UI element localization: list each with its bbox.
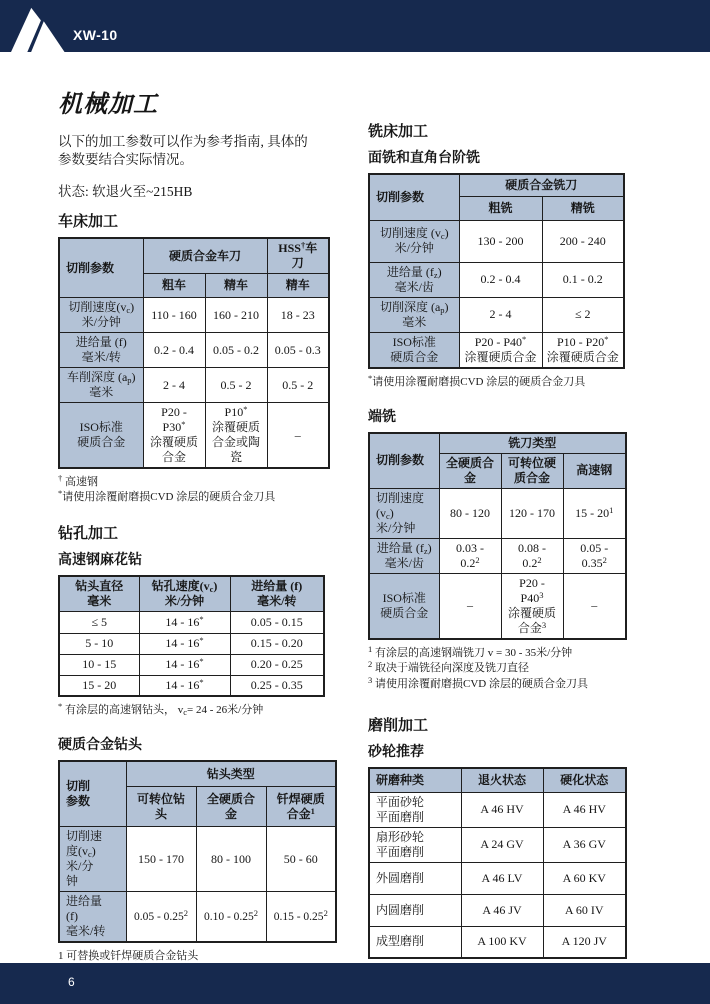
- row-label: 进给量 (f) 毫米/转: [59, 333, 143, 368]
- end-milling-table: [368, 432, 627, 640]
- table-row: [369, 262, 624, 297]
- table-row: [59, 654, 324, 675]
- table-cell: ≤ 2: [542, 297, 624, 332]
- table-cell: $15 - 20^1$: [563, 488, 626, 538]
- column-header: 精车: [205, 274, 267, 298]
- table-row: [369, 792, 626, 827]
- column-header: 退火状态: [461, 768, 543, 792]
- table-cell: 120 - 170: [501, 488, 563, 538]
- table-row: [59, 611, 324, 633]
- table-row: [59, 892, 336, 943]
- table-cell: 0.05 - 0.3: [267, 333, 329, 368]
- turning-table: [58, 237, 330, 469]
- column-group-header: 铣刀类型: [439, 433, 626, 454]
- table-row: [59, 333, 329, 368]
- table-cell: A 46 JV: [461, 894, 543, 926]
- footnote: *请使用涂覆耐磨损CVD 涂层的硬质合金刀具: [368, 372, 586, 388]
- table-cell: 0.15 - 0.25$^2$: [266, 892, 336, 943]
- column-header: 全硬质合 金: [439, 453, 501, 488]
- table-cell: 0.05 - 0.25$^2$: [126, 892, 196, 943]
- subsection-heading-end-milling: 端铣: [368, 409, 396, 425]
- table-cell: 110 - 160: [143, 298, 205, 333]
- table-row: [369, 297, 624, 332]
- table-cell: 18 - 23: [267, 298, 329, 333]
- row-label: ISO标准 硬质合金: [369, 332, 459, 368]
- row-label: 进给量 $(f_z)$ 毫米/齿: [369, 262, 459, 297]
- footnote: [58, 475, 344, 506]
- column-header: 研磨种类: [369, 768, 461, 792]
- table-cell: 0.05 - 0.15: [230, 611, 324, 633]
- table-cell: A 60 KV: [543, 862, 626, 894]
- page-footer-bar: [0, 963, 710, 1004]
- table-cell: A 100 KV: [461, 926, 543, 958]
- table-cell: 14 - 16*: [139, 611, 230, 633]
- subsection-heading-face-milling: 面铣和直角台阶铣: [368, 151, 480, 166]
- table-cell: 0.20 - 0.25: [230, 654, 324, 675]
- footnote-text: $^3$ 请使用涂覆耐磨损CVD 涂层的硬质合金刀具: [368, 674, 588, 690]
- row-label: ISO标准 硬质合金: [369, 573, 439, 639]
- face-milling-table: [368, 173, 625, 369]
- table-cell: 0.03 - $0.2^2$: [439, 538, 501, 573]
- table-cell: A 46 HV: [461, 792, 543, 827]
- column-group-header: HSS†车 刀: [267, 238, 329, 274]
- condition-note: 状态: 软退火至~215HB: [58, 184, 193, 200]
- table-cell: 50 - 60: [266, 827, 336, 892]
- table-cell: 0.10 - 0.25$^2$: [196, 892, 266, 943]
- table-row: [369, 926, 626, 958]
- row-label: ISO标准 硬质合金: [59, 403, 143, 469]
- column-header: 切削 参数: [59, 761, 126, 827]
- footnote-text: 1 可替换或钎焊硬质合金钻头: [58, 950, 199, 963]
- table-cell: A 46 HV: [543, 792, 626, 827]
- column-header: 切削参数: [369, 174, 459, 220]
- subsection-heading-wheel: 砂轮推荐: [368, 745, 424, 761]
- table-cell: 80 - 120: [439, 488, 501, 538]
- column-header: 钻孔速度$(v_c)$ 米/分钟: [139, 576, 230, 612]
- column-group-header: 硬质合金车刀: [143, 238, 267, 274]
- row-label: 切削速 度$(v_c)$ 米/分 钟: [59, 827, 126, 892]
- section-heading-grinding: 磨削加工: [368, 717, 429, 735]
- row-label: 切削速度$(v_c)$ 米/分钟: [59, 298, 143, 333]
- table-row: [59, 368, 329, 403]
- column-header: 切削参数: [369, 433, 439, 489]
- table-cell: –: [267, 403, 329, 469]
- row-label: 平面砂轮 平面磨削: [369, 792, 461, 827]
- table-cell: 2 - 4: [459, 297, 542, 332]
- section-heading-turning: 车床加工: [58, 213, 119, 231]
- column-header: 可转位钻 头: [126, 787, 196, 827]
- row-label: 扇形砂轮 平面磨削: [369, 827, 461, 862]
- table-row: [59, 675, 324, 696]
- row-label: 切削速度 $(v_c)$ 米/分钟: [369, 220, 459, 262]
- column-header: 粗铣: [459, 196, 542, 220]
- row-label: 车削深度 $(a_p)$ 毫米: [59, 368, 143, 403]
- table-cell: 0.5 - 2: [267, 368, 329, 403]
- column-header: 可转位硬 质合金: [501, 453, 563, 488]
- row-label: 切削深度 $(a_p)$ 毫米: [369, 297, 459, 332]
- table-cell: 0.1 - 0.2: [542, 262, 624, 297]
- table-row: [59, 633, 324, 654]
- table-cell: 0.25 - 0.35: [230, 675, 324, 696]
- column-group-header: 硬质合金铣刀: [459, 174, 624, 196]
- footnote-text: † 高速钢: [58, 473, 98, 489]
- table-cell: A 60 IV: [543, 894, 626, 926]
- row-label: 进给量 $(f_z)$ 毫米/齿: [369, 538, 439, 573]
- table-cell: –: [563, 573, 626, 639]
- column-header: 切削参数: [59, 238, 143, 298]
- product-name: XW-10: [73, 27, 118, 43]
- table-cell: 200 - 240: [542, 220, 624, 262]
- table-row: [59, 403, 329, 469]
- subsection-heading-carbide-drill: 硬质合金钻头: [58, 737, 142, 753]
- row-label: 切削速度 $(v_c)$ 米/分钟: [369, 488, 439, 538]
- row-label: 成型磨削: [369, 926, 461, 958]
- table-cell: 0.15 - 0.20: [230, 633, 324, 654]
- column-header: 精车: [267, 274, 329, 298]
- column-header: 高速钢: [563, 453, 626, 488]
- table-row: [369, 827, 626, 862]
- table-row: [369, 332, 624, 368]
- table-cell: 14 - 16*: [139, 633, 230, 654]
- footnote: * 有涂层的高速钢钻头， $v_c= 24 - 26$米/分钟: [58, 701, 264, 718]
- table-cell: 0.05 - 0.2: [205, 333, 267, 368]
- table-row: [59, 827, 336, 892]
- table-row: [369, 573, 626, 639]
- table-cell: 0.5 - 2: [205, 368, 267, 403]
- table-cell: 15 - 20: [59, 675, 139, 696]
- table-cell: A 36 GV: [543, 827, 626, 862]
- page-header-bar: [0, 0, 710, 52]
- page-title: 机械加工: [58, 92, 158, 118]
- table-cell: P20 - $P40^3$ 涂覆硬质 合金$^3$: [501, 573, 563, 639]
- table-row: [369, 488, 626, 538]
- table-cell: 0.05 - 0.35$^2$: [563, 538, 626, 573]
- grinding-table: [368, 767, 627, 959]
- column-header: 进给量 (f) 毫米/转: [230, 576, 324, 612]
- table-row: [369, 862, 626, 894]
- row-label: 外圆磨削: [369, 862, 461, 894]
- carbide-drill-table: [58, 760, 337, 944]
- table-cell: 14 - 16*: [139, 654, 230, 675]
- column-header: 粗车: [143, 274, 205, 298]
- column-header: 全硬质合 金: [196, 787, 266, 827]
- table-cell: –: [439, 573, 501, 639]
- mountain-logo-icon: [9, 4, 67, 54]
- footnote-text: *请使用涂覆耐磨损CVD 涂层的硬质合金刀具: [58, 488, 276, 504]
- table-cell: P10 - P20* 涂覆硬质合金: [542, 332, 624, 368]
- table-cell: 130 - 200: [459, 220, 542, 262]
- table-row: [369, 220, 624, 262]
- table-cell: P10* 涂覆硬质合金或陶瓷: [205, 403, 267, 469]
- intro-paragraph: 以下的加工参数可以作为参考指南, 具体的 参数要结合实际情况。: [58, 134, 308, 167]
- table-row: [59, 298, 329, 333]
- table-cell: 80 - 100: [196, 827, 266, 892]
- table-cell: A 46 LV: [461, 862, 543, 894]
- table-cell: A 120 JV: [543, 926, 626, 958]
- footnote-text: $^2$ 取决于端铣径向深度及铣刀直径: [368, 659, 529, 675]
- column-header: 硬化状态: [543, 768, 626, 792]
- column-header: 精铣: [542, 196, 624, 220]
- table-cell: 0.2 - 0.4: [143, 333, 205, 368]
- section-heading-milling: 铣床加工: [368, 123, 429, 140]
- table-row: [369, 538, 626, 573]
- column-header: 钻头直径 毫米: [59, 576, 139, 612]
- left-column: [58, 84, 344, 980]
- page-number: 6: [68, 975, 75, 989]
- table-cell: 0.08 - $0.2^2$: [501, 538, 563, 573]
- table-row: [369, 894, 626, 926]
- table-cell: 14 - 16*: [139, 675, 230, 696]
- table-cell: P20 - P40* 涂覆硬质合金: [459, 332, 542, 368]
- table-cell: 0.2 - 0.4: [459, 262, 542, 297]
- footnote: [368, 643, 628, 692]
- column-group-header: 钻头类型: [126, 761, 336, 787]
- table-cell: A 24 GV: [461, 827, 543, 862]
- row-label: 内圆磨削: [369, 894, 461, 926]
- table-cell: P20 - P30* 涂覆硬质合金: [143, 403, 205, 469]
- hss-drill-table: [58, 575, 325, 698]
- table-cell: 150 - 170: [126, 827, 196, 892]
- table-cell: 2 - 4: [143, 368, 205, 403]
- table-cell: 5 - 10: [59, 633, 139, 654]
- row-label: 进给量 (f) 毫米/转: [59, 892, 126, 943]
- footnote-text: $^1$ 有涂层的高速钢端铣刀 v = 30 - 35米/分钟: [368, 643, 573, 659]
- table-cell: 160 - 210: [205, 298, 267, 333]
- column-header: 钎焊硬质 合金$^1$: [266, 787, 336, 827]
- table-cell: ≤ 5: [59, 611, 139, 633]
- right-column: [368, 112, 628, 959]
- section-heading-drilling: 钻孔加工: [58, 524, 119, 542]
- table-cell: 10 - 15: [59, 654, 139, 675]
- subsection-heading-hss-drill: 高速钢麻花钻: [58, 552, 142, 568]
